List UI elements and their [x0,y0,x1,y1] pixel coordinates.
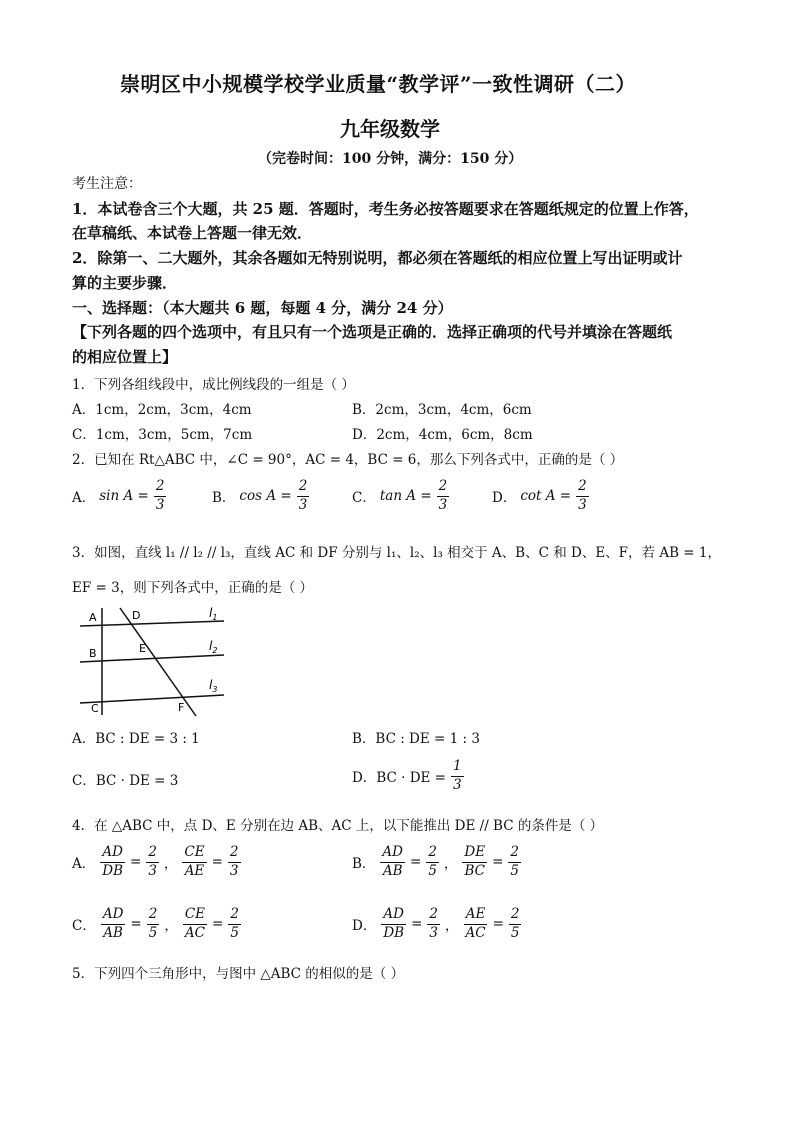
q2-option-c [352,480,450,512]
q4-option-c-label: C． [72,918,96,934]
q2-option-d-fraction [576,480,589,512]
fraction-numerator: 2 [426,846,439,863]
q4-d-ratio2 [463,908,487,940]
equals-sign: = [411,916,423,932]
fraction-denominator: BC [464,862,485,879]
fraction-denominator: 5 [510,862,519,879]
fraction-numerator: AD [381,908,406,925]
q4-a-ratio2 [182,846,206,878]
q2-option-a-fraction [154,480,167,512]
q4-b-value2 [508,846,521,878]
q4-option-b-label: B． [352,856,376,872]
q4-c-value2 [228,908,241,940]
separator: ， [443,856,458,872]
q1-option-a: A．1cm，2cm，3cm，4cm [72,402,252,418]
q4-c-ratio1 [101,908,126,940]
equals-sign: = [212,916,224,932]
label-l3: $l_3$ [209,678,218,694]
fraction-denominator: 3 [148,862,157,879]
fraction-numerator: DE [462,846,487,863]
fraction-numerator: AD [101,908,126,925]
q3-option-b: B．BC : DE = 1 : 3 [352,731,480,747]
fraction-numerator: 2 [427,908,440,925]
fraction-denominator: 3 [298,496,308,513]
q3-parallel-lines-figure [72,600,232,720]
q3-option-d-fraction [451,760,464,792]
q1-stem: 1．下列各组线段中，成比例线段的一组是（ ） [72,377,355,393]
q3-option-a: A．BC : DE = 3 : 1 [72,731,200,747]
q3-option-d-text: D．BC · DE = [352,770,446,786]
fraction-numerator: 2 [146,846,159,863]
q4-a-value1 [146,846,159,878]
q1-option-b: B．2cm，3cm，4cm，6cm [352,402,532,418]
q4-a-value2 [228,846,241,878]
section1-instruction-line1: 【下列各题的四个选项中，有且只有一个选项是正确的．选择正确项的代号并填涂在答题纸 [72,323,673,341]
q2-option-a-label: A． [72,490,96,506]
page-subtitle: 九年级数学 [340,117,440,141]
q2-option-c-label: C． [352,490,376,506]
q2-option-b-func: cos A = [239,488,292,504]
fraction-denominator: 3 [155,496,165,513]
fraction-denominator: 3 [578,496,587,513]
label-e: E [139,642,146,655]
label-a: A [89,611,97,624]
q4-c-ratio2 [183,908,207,940]
fraction-denominator: 3 [229,862,239,879]
q4-d-ratio1 [381,908,406,940]
fraction-denominator: AB [382,862,403,879]
label-f: F [178,701,185,714]
q2-option-a-func: sin A = [99,488,149,504]
fraction-denominator: 5 [510,924,520,941]
fraction-numerator: AD [380,846,405,863]
q4-option-a [72,846,242,878]
fraction-numerator: 2 [508,846,521,863]
equals-sign: = [492,854,504,870]
q4-d-value2 [509,908,522,940]
fraction-numerator: AE [464,908,488,925]
fraction-numerator: AD [100,846,125,863]
fraction-denominator: 5 [148,924,158,941]
label-d: D [132,609,141,622]
fraction-numerator: CE [183,908,207,925]
fraction-numerator: CE [182,846,206,863]
fraction-denominator: AE [184,862,205,879]
fraction-denominator: AC [184,924,205,941]
q2-option-c-func: tan A = [379,488,432,504]
fraction-numerator: 2 [297,480,310,497]
separator: ， [163,856,178,872]
notice-heading: 考生注意： [72,176,142,192]
label-b: B [89,647,97,660]
q4-option-d [352,908,522,940]
fraction-denominator: 3 [429,924,438,941]
q3-stem-line2: EF = 3，则下列各式中，正确的是（ ） [72,580,313,596]
q4-option-c [72,908,242,940]
q4-b-value1 [426,846,439,878]
notice-item1-line1: 1．本试卷含三个大题，共 25 题．答题时，考生务必按答题要求在答题纸规定的位置上作答， [72,200,699,218]
separator: ， [444,918,459,934]
fraction-numerator: 2 [509,908,522,925]
fraction-denominator: 3 [438,496,448,513]
q2-option-d-func: cot A = [520,488,572,504]
fraction-numerator: 2 [154,480,167,497]
fraction-denominator: DB [102,862,123,879]
q3-stem-line1: 3．如图，直线 l₁ // l₂ // l₃，直线 AC 和 DF 分别与 l₁、l₂、l₃ 相交于 A、B、C 和 D、E、F，若 AB = 1， [72,545,721,561]
fraction-denominator: AB [103,924,123,941]
notice-item2-line1: 2．除第一、二大题外，其余各题如无特别说明，都必须在答题纸的相应位置上写出证明或计 [72,249,683,267]
q1-option-d: D．2cm，4cm，6cm，8cm [352,427,533,443]
fraction-denominator: AC [465,924,486,941]
section1-instruction-line2: 的相应位置上】 [72,348,178,366]
fraction-denominator: DB [383,924,405,941]
q4-b-ratio1 [380,846,405,878]
fraction-denominator: 5 [230,924,239,941]
q4-d-value1 [427,908,440,940]
label-l1: $l_1$ [209,606,218,622]
q2-option-a [72,480,167,512]
label-c: C [91,702,99,715]
notice-item1-line2: 在草稿纸、本试卷上答题一律无效． [72,224,313,242]
q2-option-b-label: B． [212,490,236,506]
q4-a-ratio1 [100,846,125,878]
fraction-numerator: 2 [147,908,160,925]
q4-option-b [352,846,522,878]
q1-option-c: C．1cm，3cm，5cm，7cm [72,427,253,443]
equals-sign: = [410,854,422,870]
equals-sign: = [211,854,223,870]
fraction-numerator: 2 [228,846,241,863]
fraction-numerator: 2 [437,480,450,497]
q2-option-b [212,480,310,512]
q4-option-d-label: D． [352,918,377,934]
q2-option-b-fraction [297,480,310,512]
equals-sign: = [130,916,142,932]
separator: ， [164,918,178,934]
q4-b-ratio2 [462,846,487,878]
fraction-denominator: 3 [452,776,462,793]
fraction-denominator: 5 [428,862,437,879]
q4-stem: 4．在 △ABC 中，点 D、E 分别在边 AB、AC 上，以下能推出 DE // BC 的条件是（ ） [72,818,604,834]
fraction-numerator: 2 [576,480,589,497]
notice-item2-line2: 算的主要步骤． [72,274,178,292]
fraction-numerator: 2 [228,908,241,925]
q4-option-a-label: A． [72,856,96,872]
q4-c-value1 [147,908,160,940]
q3-option-d [352,760,465,792]
q2-option-d [492,480,590,512]
page-title: 崇明区中小规模学校学业质量“教学评”一致性调研（二） [120,72,637,96]
q2-option-c-fraction [437,480,450,512]
equals-sign: = [130,854,142,870]
exam-info: （完卷时间：100 分钟，满分：150 分） [258,151,523,167]
q3-option-c: C．BC · DE = 3 [72,773,179,789]
equals-sign: = [492,916,504,932]
section1-heading: 一、选择题：（本大题共 6 题，每题 4 分，满分 24 分） [72,299,453,317]
fraction-numerator: 1 [451,760,464,777]
q2-option-d-label: D． [492,490,517,506]
q5-stem: 5．下列四个三角形中，与图中 △ABC 的相似的是（ ） [72,966,405,982]
label-l2: $l_2$ [209,639,218,655]
q2-stem: 2．已知在 Rt△ABC 中，∠C = 90°，AC = 4，BC = 6，那么下列各式中，正确的是（ ） [72,452,624,468]
